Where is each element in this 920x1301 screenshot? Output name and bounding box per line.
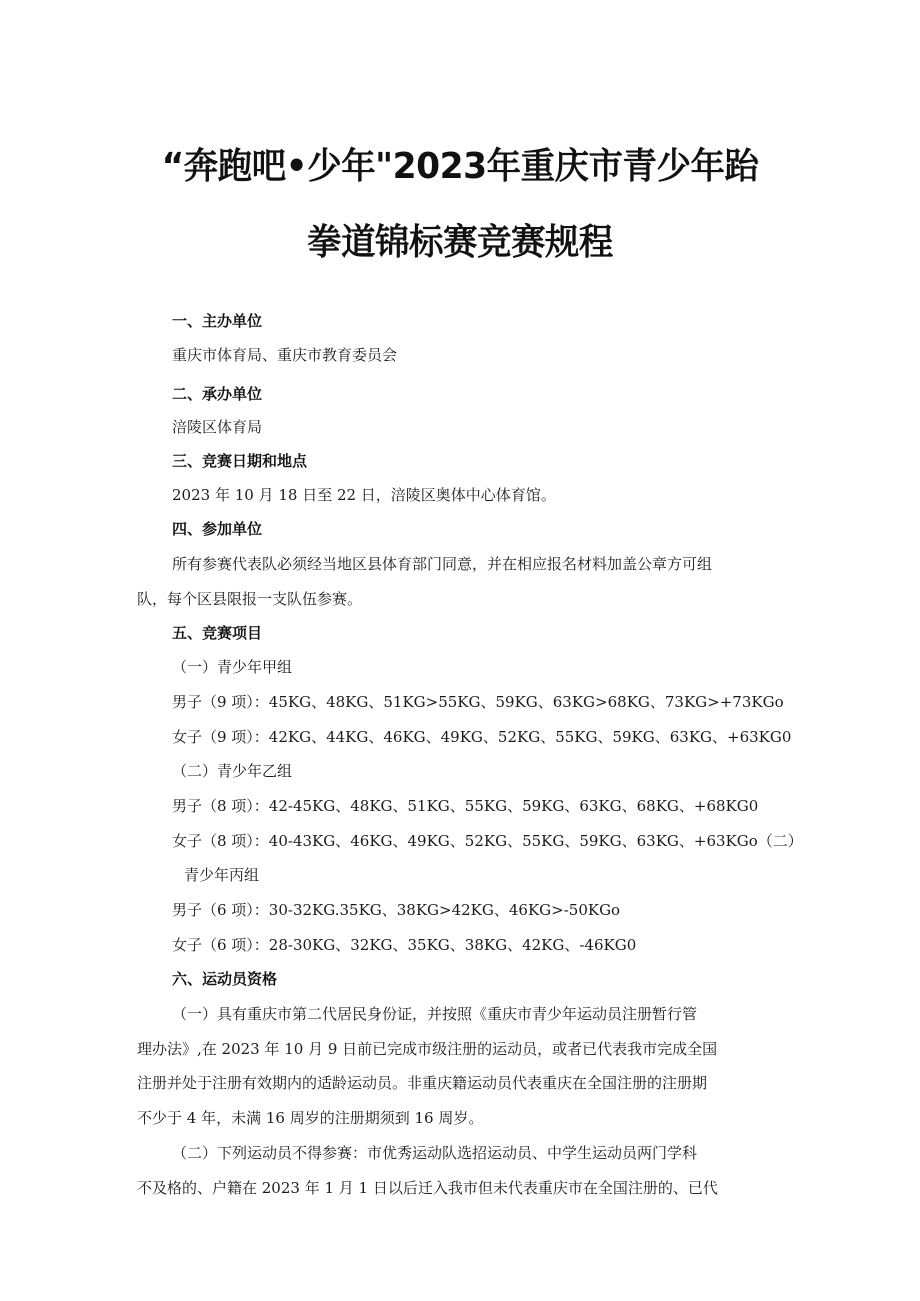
group-b-male: 男子（8 项）：42-45KG、48KG、51KG、55KG、59KG、63KG、68KG、+68KG0 [172, 797, 759, 815]
qualification-1-line-4: 不少于 4 年，未满 16 周岁的注册期须到 16 周岁。 [137, 1109, 484, 1127]
section-1-heading: 一、主办单位 [172, 312, 263, 330]
qualification-1-line-1: （一）具有重庆市第二代居民身份证，并按照《重庆市青少年运动员注册暂行管 [172, 1005, 698, 1023]
section-4-line-2: 队，每个区县限报一支队伍参赛。 [137, 590, 363, 608]
group-c-male: 男子（6 项）：30-32KG.35KG、38KG>42KG、46KG>-50KGo [172, 901, 621, 919]
qualification-1-line-2: 理办法》,在 2023 年 10 月 9 日前已完成市级注册的运动员，或者已代表我市完成全国 [137, 1040, 718, 1058]
qualification-1-line-3: 注册并处于注册有效期内的适龄运动员。非重庆籍运动员代表重庆在全国注册的注册期 [137, 1074, 708, 1092]
qualification-2-line-1: （二）下列运动员不得参赛：市优秀运动队选招运动员、中学生运动员两门学科 [172, 1144, 698, 1162]
section-5-heading: 五、竞赛项目 [172, 624, 263, 642]
document-title-line-2: 拳道锦标赛竞赛规程 [307, 222, 613, 263]
group-a-male: 男子（9 项）：45KG、48KG、51KG>55KG、59KG、63KG>68KG、73KG>+73KGo [172, 693, 784, 711]
section-4-line-1: 所有参赛代表队必须经当地区县体育部门同意，并在相应报名材料加盖公章方可组 [172, 555, 713, 573]
group-a-title: （一）青少年甲组 [172, 658, 293, 676]
section-1-text: 重庆市体育局、重庆市教育委员会 [172, 346, 398, 364]
group-a-female: 女子（9 项）：42KG、44KG、46KG、49KG、52KG、55KG、59KG、63KG、+63KG0 [172, 728, 792, 746]
section-3-text: 2023 年 10 月 18 日至 22 日，涪陵区奥体中心体育馆。 [172, 486, 556, 504]
section-4-heading: 四、参加单位 [172, 520, 263, 538]
group-b-female: 女子（8 项）：40-43KG、46KG、49KG、52KG、55KG、59KG、63KG、+63KGo（二） [172, 832, 803, 850]
group-c-female: 女子（6 项）：28-30KG、32KG、35KG、38KG、42KG、-46KG0 [172, 936, 637, 954]
section-6-heading: 六、运动员资格 [172, 970, 278, 988]
document-title-line-1: “奔跑吧•少年"2023年重庆市青少年跆 [161, 146, 759, 187]
group-b-title: （二）青少年乙组 [172, 762, 293, 780]
section-2-text: 涪陵区体育局 [172, 418, 263, 436]
section-3-heading: 三、竞赛日期和地点 [172, 452, 308, 470]
section-2-heading: 二、承办单位 [172, 385, 263, 403]
group-c-title: 青少年丙组 [184, 866, 260, 884]
qualification-2-line-2: 不及格的、户籍在 2023 年 1 月 1 日以后迁入我市但未代表重庆市在全国注册的、已代 [137, 1179, 718, 1197]
